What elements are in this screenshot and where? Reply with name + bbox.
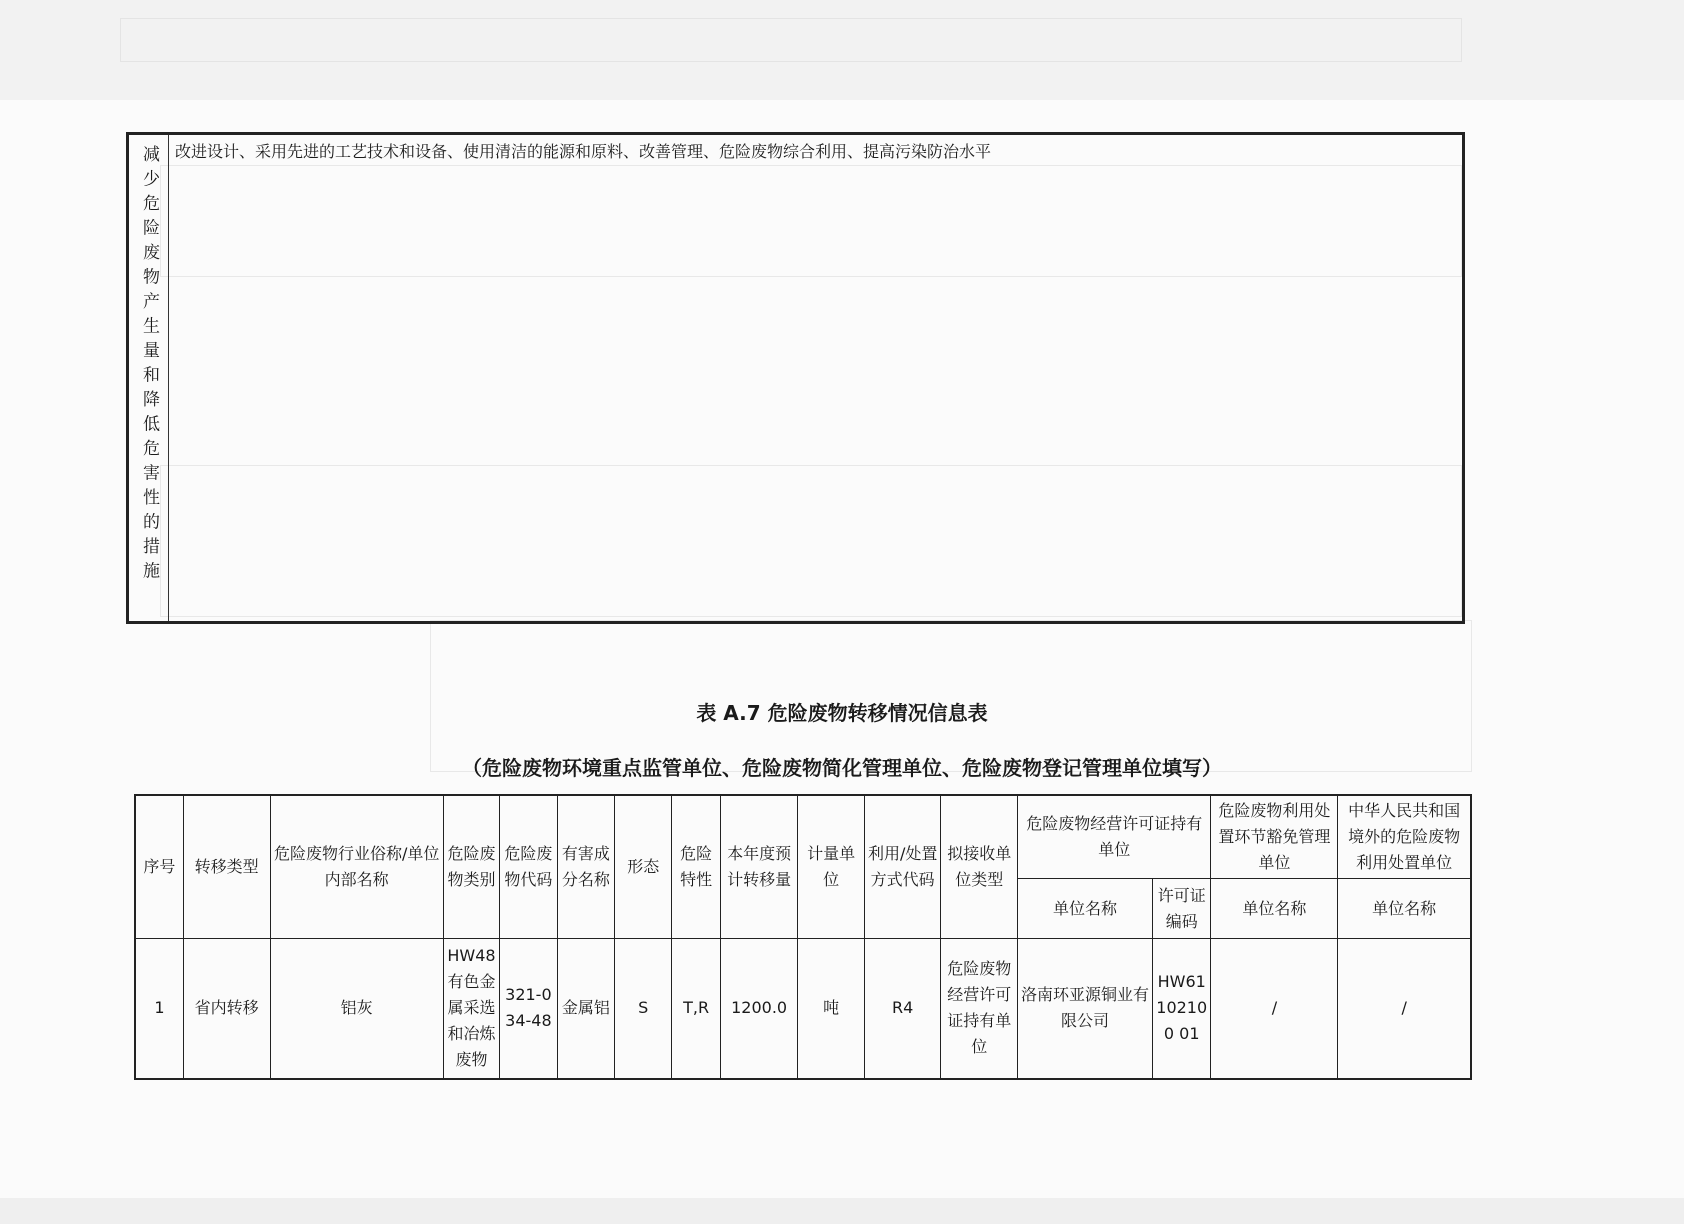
cell-method: R4: [864, 939, 941, 1079]
cell-category: HW48有色金属采选和冶炼废物: [443, 939, 499, 1079]
header-foreign: 中华人民共和国境外的危险废物利用处置单位: [1338, 795, 1471, 879]
cell-name: 铝灰: [270, 939, 443, 1079]
measures-box: [126, 132, 1465, 624]
header-license-unit-name: 单位名称: [1018, 879, 1153, 939]
header-seq: 序号: [135, 795, 183, 939]
measures-label-text: 减少危险废物产生量和降低危害性的措施: [139, 145, 159, 586]
cell-license-code: HW61102100 01: [1153, 939, 1211, 1079]
header-code: 危险废物代码: [500, 795, 557, 939]
header-foreign-unit-name: 单位名称: [1338, 879, 1471, 939]
cell-form: S: [615, 939, 672, 1079]
header-name: 危险废物行业俗称/单位内部名称: [270, 795, 443, 939]
header-hazard: 危险特性: [672, 795, 720, 939]
header-amount: 本年度预计转移量: [720, 795, 798, 939]
cell-exempt-unit-name: /: [1211, 939, 1338, 1079]
cell-amount: 1200.0: [720, 939, 798, 1079]
table-title: 表 A.7 危险废物转移情况信息表: [696, 701, 988, 725]
header-harmful: 有害成分名称: [557, 795, 614, 939]
cell-foreign-unit-name: /: [1338, 939, 1471, 1079]
next-page-strip: [0, 1198, 1684, 1224]
header-type: 转移类型: [183, 795, 270, 939]
bleed-through-table: [120, 18, 1462, 62]
table-row: [135, 939, 1471, 1079]
previous-page-strip: [0, 0, 1684, 100]
table-subtitle: （危险废物环境重点监管单位、危险废物简化管理单位、危险废物登记管理单位填写）: [462, 756, 1222, 780]
header-exempt: 危险废物利用处置环节豁免管理单位: [1211, 795, 1338, 879]
header-category: 危险废物类别: [443, 795, 499, 939]
cell-hazard: T,R: [672, 939, 720, 1079]
header-method: 利用/处置方式代码: [864, 795, 941, 939]
header-license-code: 许可证编码: [1153, 879, 1211, 939]
cell-seq: 1: [135, 939, 183, 1079]
measures-label: [129, 135, 169, 621]
cell-unit: 吨: [798, 939, 864, 1079]
cell-license-unit-name: 洛南环亚源铜业有限公司: [1018, 939, 1153, 1079]
header-exempt-unit-name: 单位名称: [1211, 879, 1338, 939]
transfer-table: [134, 794, 1472, 1080]
header-license-holder: 危险废物经营许可证持有单位: [1018, 795, 1211, 879]
header-receiver-type: 拟接收单位类型: [941, 795, 1018, 939]
measures-text: 改进设计、采用先进的工艺技术和设备、使用清洁的能源和原料、改善管理、危险废物综合利用、提高污染防治水平: [175, 142, 992, 161]
cell-type: 省内转移: [183, 939, 270, 1079]
cell-harmful: 金属铝: [557, 939, 614, 1079]
header-unit: 计量单位: [798, 795, 864, 939]
cell-code: 321-034-48: [500, 939, 557, 1079]
bleed-through-grid: [430, 620, 1472, 772]
header-form: 形态: [615, 795, 672, 939]
cell-receiver-type: 危险废物经营许可证持有单位: [941, 939, 1018, 1079]
